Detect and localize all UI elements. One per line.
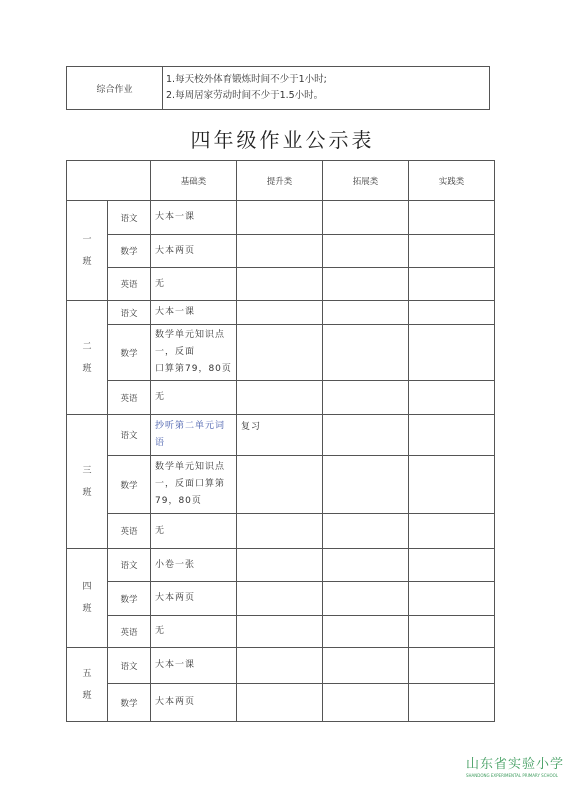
advance-cell xyxy=(237,201,323,235)
practice-cell xyxy=(409,456,495,514)
header-class-subject xyxy=(67,161,151,201)
table-row xyxy=(67,201,495,235)
subject-cell: 语文 xyxy=(108,201,151,235)
advance-cell xyxy=(237,301,323,325)
practice-cell xyxy=(409,301,495,325)
table-row xyxy=(67,235,495,268)
header-expand: 拓展类 xyxy=(323,161,409,201)
advance-cell xyxy=(237,616,323,648)
comprehensive-homework-label: 综合作业 xyxy=(67,67,163,110)
advance-cell: 复习 xyxy=(237,415,323,456)
advance-cell xyxy=(237,648,323,684)
practice-cell xyxy=(409,235,495,268)
expand-cell xyxy=(323,201,409,235)
expand-cell xyxy=(323,648,409,684)
header-advance: 提升类 xyxy=(237,161,323,201)
basic-cell: 无 xyxy=(151,381,237,415)
expand-cell xyxy=(323,325,409,381)
school-logo-name: 山东省实验小学 xyxy=(466,757,565,772)
basic-cell: 大本两页 xyxy=(151,582,237,616)
table-row xyxy=(67,648,495,684)
basic-cell: 抄听第二单元词 语 xyxy=(151,415,237,456)
advance-cell xyxy=(237,381,323,415)
table-row xyxy=(67,514,495,549)
class-3-label: 三 班 xyxy=(67,415,108,549)
basic-cell: 小卷一张 xyxy=(151,549,237,582)
table-row xyxy=(67,684,495,722)
subject-cell: 英语 xyxy=(108,616,151,648)
class-4-label: 四 班 xyxy=(67,549,108,648)
expand-cell xyxy=(323,381,409,415)
basic-cell: 大本一课 xyxy=(151,301,237,325)
subject-cell: 英语 xyxy=(108,268,151,301)
expand-cell xyxy=(323,301,409,325)
expand-cell xyxy=(323,456,409,514)
school-logo-english: SHANDONG EXPERIMENTAL PRIMARY SCHOOL xyxy=(466,773,559,778)
practice-cell xyxy=(409,582,495,616)
subject-cell: 英语 xyxy=(108,514,151,549)
school-logo xyxy=(466,753,565,778)
comprehensive-homework-line-2: 2.每周居家劳动时间不少于1.5小时。 xyxy=(166,90,324,101)
expand-cell xyxy=(323,268,409,301)
basic-cell: 大本一课 xyxy=(151,201,237,235)
expand-cell xyxy=(323,415,409,456)
comprehensive-homework-row xyxy=(67,67,490,110)
subject-cell: 英语 xyxy=(108,381,151,415)
practice-cell xyxy=(409,616,495,648)
practice-cell xyxy=(409,415,495,456)
practice-cell xyxy=(409,684,495,722)
expand-cell xyxy=(323,235,409,268)
class-5-label: 五 班 xyxy=(67,648,108,722)
class-1-label: 一 班 xyxy=(67,201,108,301)
class-2-label: 二 班 xyxy=(67,301,108,415)
page-title: 四年级作业公示表 xyxy=(190,128,375,152)
subject-cell: 语文 xyxy=(108,549,151,582)
homework-table xyxy=(66,160,495,722)
expand-cell xyxy=(323,684,409,722)
practice-cell xyxy=(409,268,495,301)
table-row xyxy=(67,456,495,514)
practice-cell xyxy=(409,549,495,582)
table-row xyxy=(67,616,495,648)
table-row xyxy=(67,582,495,616)
basic-cell: 大本两页 xyxy=(151,684,237,722)
table-row xyxy=(67,381,495,415)
basic-cell: 无 xyxy=(151,514,237,549)
basic-cell: 数学单元知识点 一，反面 口算第79，80页 xyxy=(151,325,237,381)
table-header-row xyxy=(67,161,495,201)
comprehensive-homework-content xyxy=(163,67,490,110)
subject-cell: 数学 xyxy=(108,684,151,722)
practice-cell xyxy=(409,325,495,381)
practice-cell xyxy=(409,514,495,549)
comprehensive-homework-line-1: 1.每天校外体育锻炼时间不少于1小时; xyxy=(166,74,327,85)
header-basic: 基础类 xyxy=(151,161,237,201)
advance-cell xyxy=(237,684,323,722)
subject-cell: 数学 xyxy=(108,582,151,616)
advance-cell xyxy=(237,268,323,301)
practice-cell xyxy=(409,648,495,684)
basic-cell: 大本一课 xyxy=(151,648,237,684)
advance-cell xyxy=(237,582,323,616)
subject-cell: 语文 xyxy=(108,301,151,325)
basic-cell: 无 xyxy=(151,268,237,301)
subject-cell: 数学 xyxy=(108,456,151,514)
basic-cell: 大本两页 xyxy=(151,235,237,268)
table-row xyxy=(67,549,495,582)
practice-cell xyxy=(409,381,495,415)
basic-cell: 无 xyxy=(151,616,237,648)
header-practice: 实践类 xyxy=(409,161,495,201)
expand-cell xyxy=(323,616,409,648)
expand-cell xyxy=(323,514,409,549)
practice-cell xyxy=(409,201,495,235)
table-row xyxy=(67,325,495,381)
advance-cell xyxy=(237,325,323,381)
comprehensive-homework-table xyxy=(66,66,490,110)
basic-cell: 数学单元知识点 一，反面口算第 79，80页 xyxy=(151,456,237,514)
advance-cell xyxy=(237,549,323,582)
subject-cell: 数学 xyxy=(108,325,151,381)
subject-cell: 语文 xyxy=(108,415,151,456)
table-row xyxy=(67,268,495,301)
advance-cell xyxy=(237,514,323,549)
expand-cell xyxy=(323,549,409,582)
table-row xyxy=(67,415,495,456)
subject-cell: 数学 xyxy=(108,235,151,268)
expand-cell xyxy=(323,582,409,616)
advance-cell xyxy=(237,456,323,514)
table-row xyxy=(67,301,495,325)
subject-cell: 语文 xyxy=(108,648,151,684)
advance-cell xyxy=(237,235,323,268)
